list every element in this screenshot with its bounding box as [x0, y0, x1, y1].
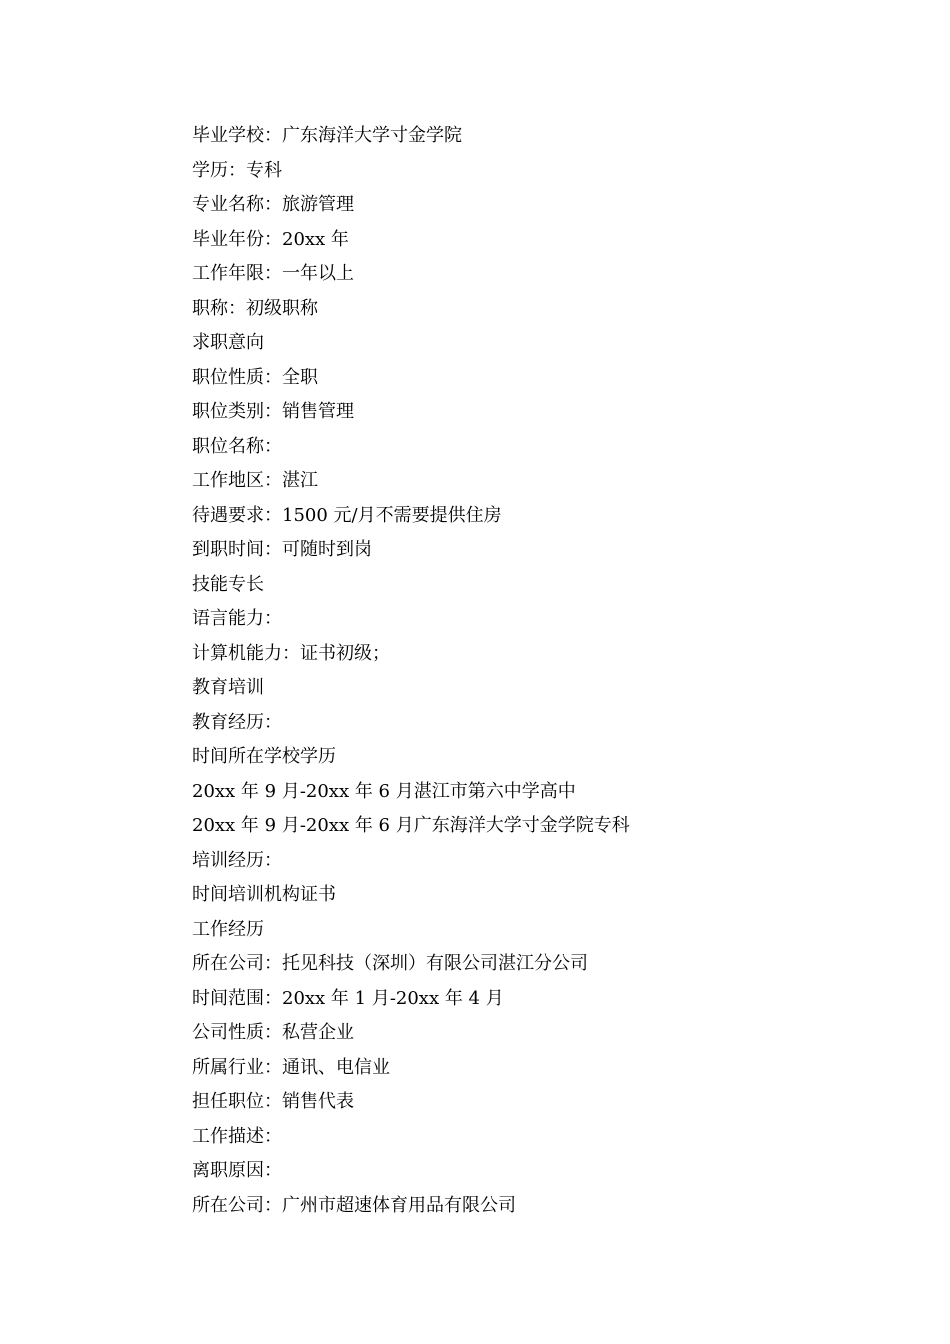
position-line: 担任职位：销售代表: [192, 1091, 354, 1112]
resume-content: [192, 119, 832, 1223]
job-intention-heading: 求职意向: [192, 332, 264, 353]
education-entry: 20xx 年 9 月-20xx 年 6 月广东海洋大学寸金学院专科: [192, 815, 630, 836]
language-ability-line: 语言能力：: [192, 608, 282, 629]
start-time-line: 到职时间：可随时到岗: [192, 539, 372, 560]
training-history-label: 培训经历：: [192, 849, 282, 871]
education-level-line: 学历：专科: [192, 159, 282, 181]
computer-ability-line: 计算机能力：证书初级；: [192, 642, 390, 664]
job-category-line: 职位类别：销售管理: [192, 401, 354, 422]
professional-title-line: 职称：初级职称: [192, 297, 318, 319]
graduation-year-line: 毕业年份：20xx 年: [192, 228, 349, 250]
education-history-label: 教育经历：: [192, 711, 282, 733]
time-range-line: 时间范围：20xx 年 1 月-20xx 年 4 月: [192, 987, 504, 1009]
company-line: 所在公司：托见科技（深圳）有限公司湛江分公司: [192, 953, 588, 974]
salary-requirement-line: 待遇要求：1500 元/月不需要提供住房: [192, 504, 502, 526]
job-nature-line: 职位性质：全职: [192, 366, 318, 388]
leaving-reason-line: 离职原因：: [192, 1160, 282, 1181]
job-description-line: 工作描述：: [192, 1125, 282, 1147]
graduation-school-line: 毕业学校：广东海洋大学寸金学院: [192, 125, 462, 146]
training-table-header: 时间培训机构证书: [192, 884, 336, 905]
education-training-heading: 教育培训: [192, 677, 264, 698]
industry-line: 所属行业：通讯、电信业: [192, 1056, 390, 1078]
work-years-line: 工作年限：一年以上: [192, 263, 354, 284]
major-line: 专业名称：旅游管理: [192, 194, 354, 215]
work-experience-heading: 工作经历: [192, 918, 264, 940]
skills-heading: 技能专长: [192, 573, 264, 595]
education-entry: 20xx 年 9 月-20xx 年 6 月湛江市第六中学高中: [192, 780, 576, 802]
company-line: 所在公司：广州市超速体育用品有限公司: [192, 1194, 516, 1216]
education-table-header: 时间所在学校学历: [192, 746, 336, 767]
job-name-line: 职位名称：: [192, 435, 282, 457]
company-type-line: 公司性质：私营企业: [192, 1022, 354, 1043]
work-area-line: 工作地区：湛江: [192, 470, 318, 491]
